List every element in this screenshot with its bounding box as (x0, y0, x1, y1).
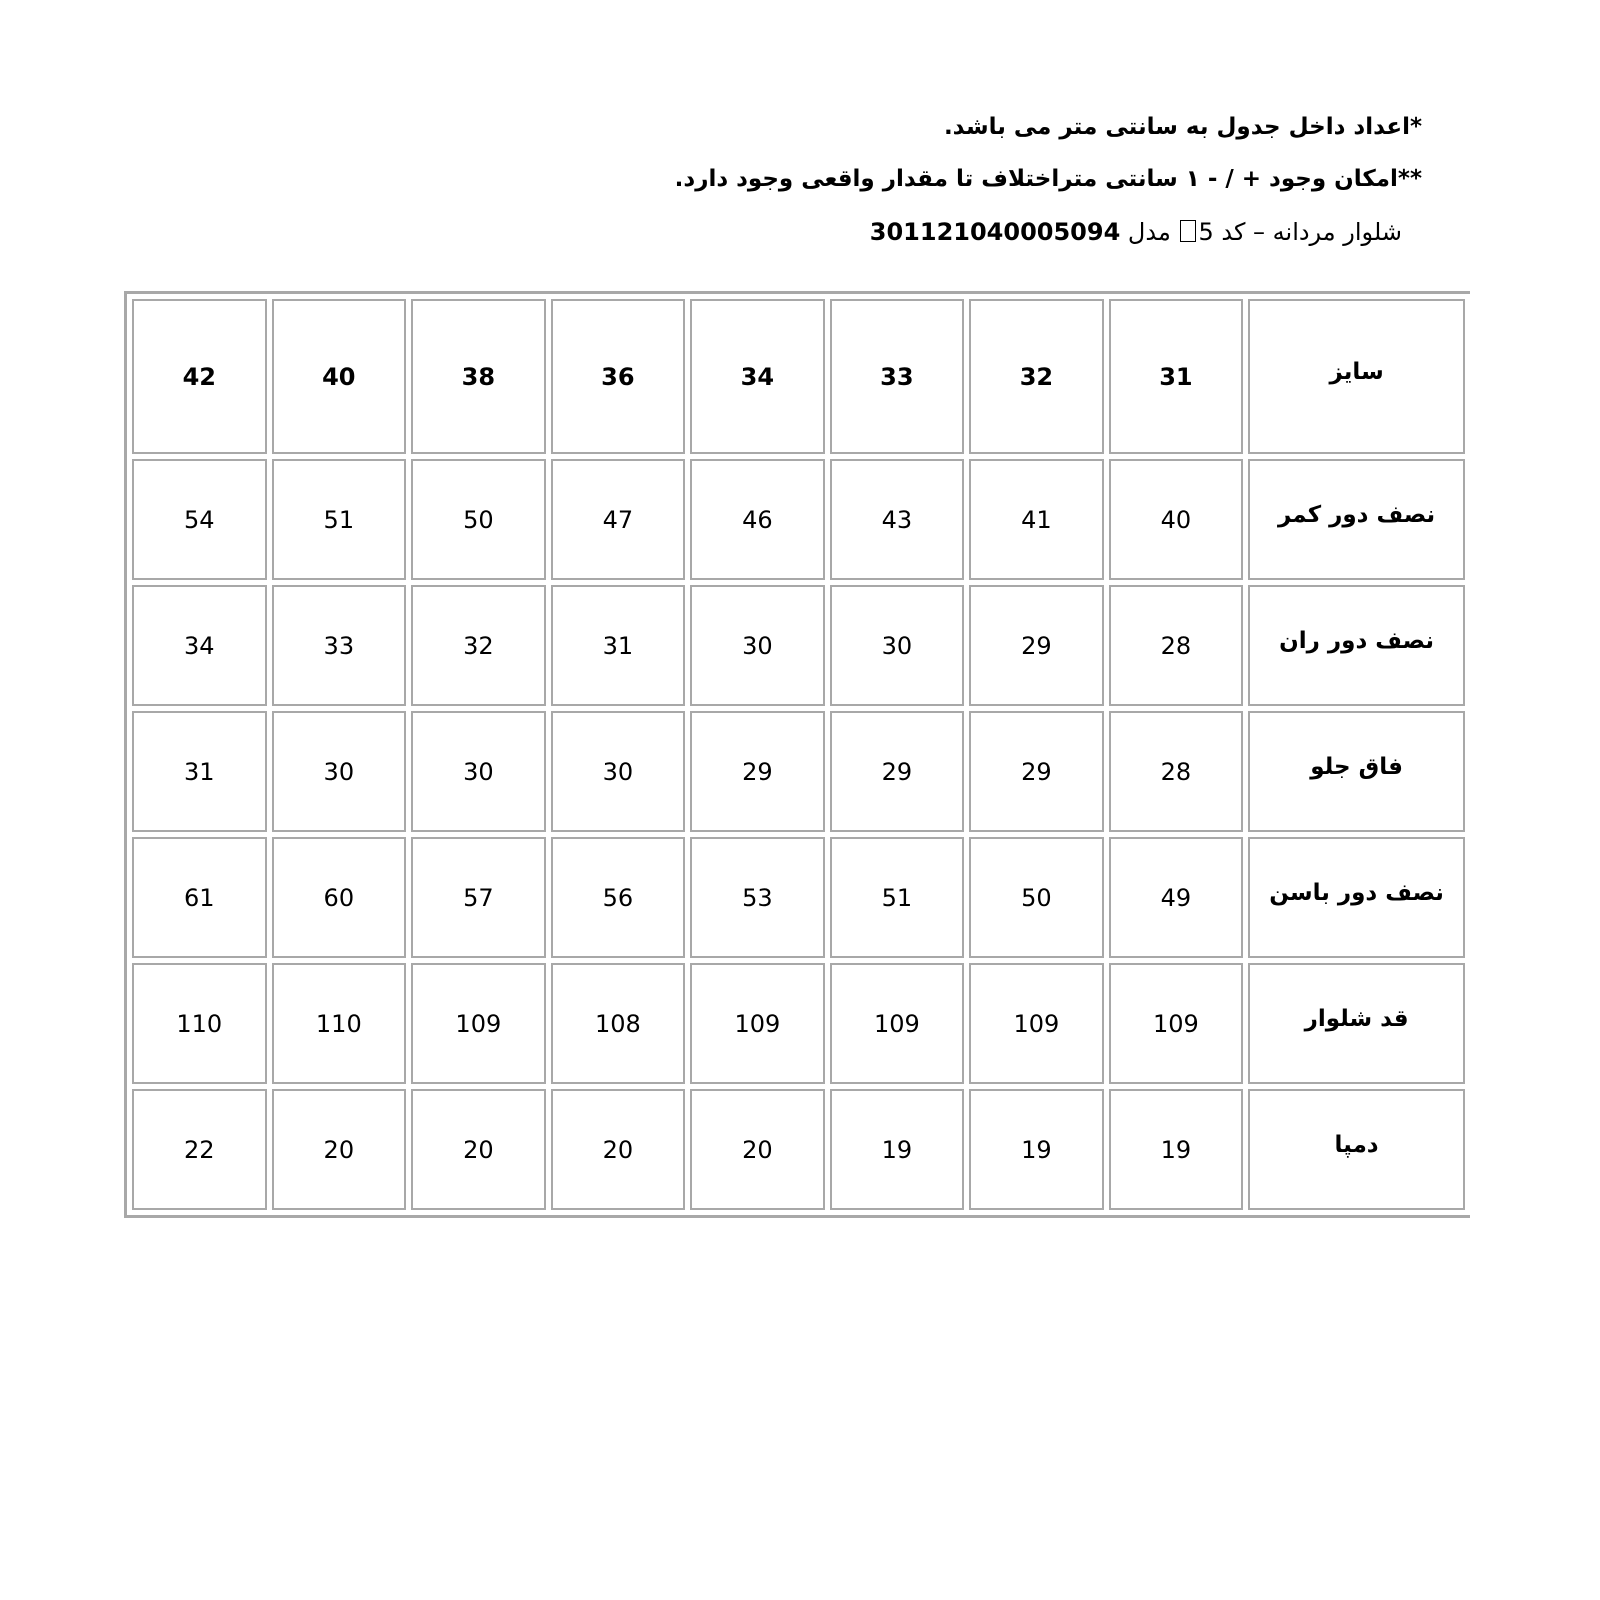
value-cell: 43 (830, 459, 965, 580)
row-label: نصف دور باسن (1248, 837, 1465, 958)
value-cell: 40 (1109, 459, 1244, 580)
value-cell: 50 (969, 837, 1104, 958)
value-cell: 29 (969, 711, 1104, 832)
row-label: فاق جلو (1248, 711, 1465, 832)
value-cell: 109 (690, 963, 825, 1084)
value-cell: 29 (969, 585, 1104, 706)
value-cell: 20 (411, 1089, 546, 1210)
value-cell: 32 (411, 585, 546, 706)
value-cell: 56 (551, 837, 686, 958)
value-cell: 109 (411, 963, 546, 1084)
value-cell: 57 (411, 837, 546, 958)
value-cell: 30 (551, 711, 686, 832)
value-cell: 49 (1109, 837, 1244, 958)
value-cell: 109 (969, 963, 1104, 1084)
product-title (870, 216, 1402, 248)
size-cell: 32 (969, 299, 1104, 454)
value-cell: 20 (272, 1089, 407, 1210)
size-cell: 31 (1109, 299, 1244, 454)
value-cell: 30 (411, 711, 546, 832)
header-row (132, 299, 1465, 454)
missing-glyph-box (1180, 220, 1196, 242)
header-label-cell: سایز (1248, 299, 1465, 454)
value-cell: 29 (690, 711, 825, 832)
size-cell: 40 (272, 299, 407, 454)
value-cell: 34 (132, 585, 267, 706)
value-cell: 30 (830, 585, 965, 706)
size-cell: 38 (411, 299, 546, 454)
size-cell: 33 (830, 299, 965, 454)
table-row-hip (132, 837, 1465, 958)
value-cell: 61 (132, 837, 267, 958)
row-label: دمپا (1248, 1089, 1465, 1210)
value-cell: 19 (1109, 1089, 1244, 1210)
value-cell: 29 (830, 711, 965, 832)
title-digit: 5 (1198, 218, 1214, 246)
row-label: قد شلوار (1248, 963, 1465, 1084)
row-label: نصف دور ران (1248, 585, 1465, 706)
value-cell: 108 (551, 963, 686, 1084)
note-units: *اعداد داخل جدول به سانتی متر می باشد. (943, 114, 1422, 140)
value-cell: 47 (551, 459, 686, 580)
value-cell: 28 (1109, 711, 1244, 832)
value-cell: 28 (1109, 585, 1244, 706)
value-cell: 110 (272, 963, 407, 1084)
title-model-label: مدل (1127, 218, 1171, 246)
value-cell: 110 (132, 963, 267, 1084)
value-cell: 33 (272, 585, 407, 706)
size-table-body (132, 299, 1465, 1210)
value-cell: 50 (411, 459, 546, 580)
value-cell: 41 (969, 459, 1104, 580)
value-cell: 30 (690, 585, 825, 706)
value-cell: 31 (132, 711, 267, 832)
title-prefix: شلوار مردانه – کد (1221, 218, 1402, 246)
product-code: 301121040005094 (869, 218, 1121, 246)
size-table (124, 291, 1470, 1218)
value-cell: 54 (132, 459, 267, 580)
table-row-waist (132, 459, 1465, 580)
value-cell: 19 (830, 1089, 965, 1210)
value-cell: 60 (272, 837, 407, 958)
table-row-thigh (132, 585, 1465, 706)
value-cell: 30 (272, 711, 407, 832)
note-tolerance: **امکان وجود + / - ۱ سانتی متراختلاف تا مقدار واقعی وجود دارد. (674, 166, 1422, 192)
value-cell: 109 (830, 963, 965, 1084)
value-cell: 19 (969, 1089, 1104, 1210)
row-label: نصف دور کمر (1248, 459, 1465, 580)
table-row-hem (132, 1089, 1465, 1210)
table-row-front-rise (132, 711, 1465, 832)
table-row-length (132, 963, 1465, 1084)
value-cell: 53 (690, 837, 825, 958)
size-cell: 34 (690, 299, 825, 454)
value-cell: 109 (1109, 963, 1244, 1084)
size-cell: 36 (551, 299, 686, 454)
value-cell: 51 (830, 837, 965, 958)
value-cell: 20 (551, 1089, 686, 1210)
value-cell: 31 (551, 585, 686, 706)
value-cell: 22 (132, 1089, 267, 1210)
value-cell: 51 (272, 459, 407, 580)
value-cell: 20 (690, 1089, 825, 1210)
value-cell: 46 (690, 459, 825, 580)
size-cell: 42 (132, 299, 267, 454)
notes (422, 112, 1422, 216)
